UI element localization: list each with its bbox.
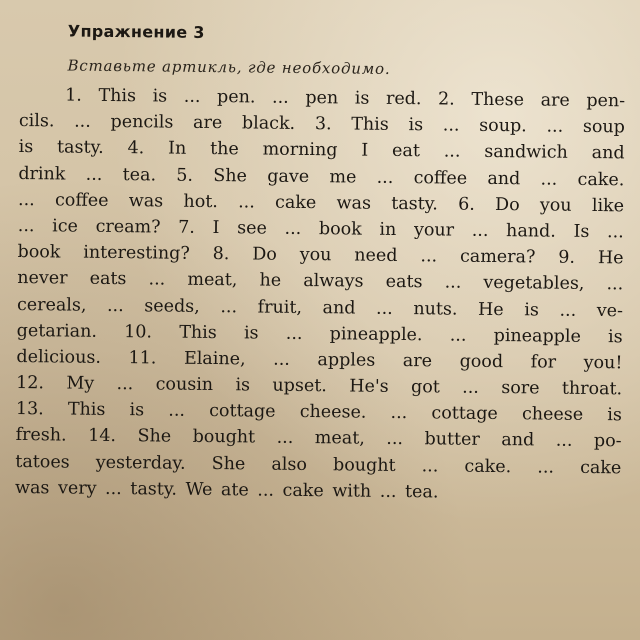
exercise-line: 1. This is ... pen. ... pen is red. 2. These are pen- — [65, 85, 626, 112]
exercise-line: drink ... tea. 5. She gave me ... coffee and ... cake. — [18, 163, 625, 190]
exercise-line: cils. ... pencils are black. 3. This is ... soup. ... soup — [18, 111, 625, 138]
exercise-heading: Упражнение 3 — [67, 21, 205, 42]
exercise-line: tatoes yesterday. She also bought ... cake. ... cake — [15, 451, 622, 478]
exercise-instruction: Вставьте артикль, где необходимо. — [67, 56, 391, 78]
exercise-line: delicious. 11. Elaine, ... apples are good for you! — [16, 346, 623, 374]
exercise-line: ... coffee was hot. ... cake was tasty. 6. Do you like — [17, 189, 625, 217]
exercise-line: cereals, ... seeds, ... fruit, and ... nuts. He is ... ve- — [16, 294, 624, 321]
exercise-line: is tasty. 4. In the morning I eat ... sandwich and — [18, 137, 625, 164]
exercise-line: ... ice cream? 7. I see ... book in your ... hand. Is ... — [17, 215, 624, 243]
exercise-line: getarian. 10. This is ... pineapple. ... pineapple is — [16, 320, 623, 348]
exercise-text — [15, 82, 625, 507]
exercise-line: fresh. 14. She bought ... meat, ... butter and ... po- — [15, 425, 622, 452]
page-content — [15, 18, 626, 507]
exercise-line: 12. My ... cousin is upset. He's got ... sore throat. — [16, 373, 623, 400]
exercise-line: book interesting? 8. Do you need ... camera? 9. He — [17, 242, 624, 269]
exercise-line: 13. This is ... cottage cheese. ... cottage cheese is — [15, 399, 622, 426]
exercise-line: never eats ... meat, he always eats ... vegetables, ... — [17, 268, 624, 295]
exercise-line: was very ... tasty. We ate ... cake with ... tea. — [14, 477, 439, 503]
